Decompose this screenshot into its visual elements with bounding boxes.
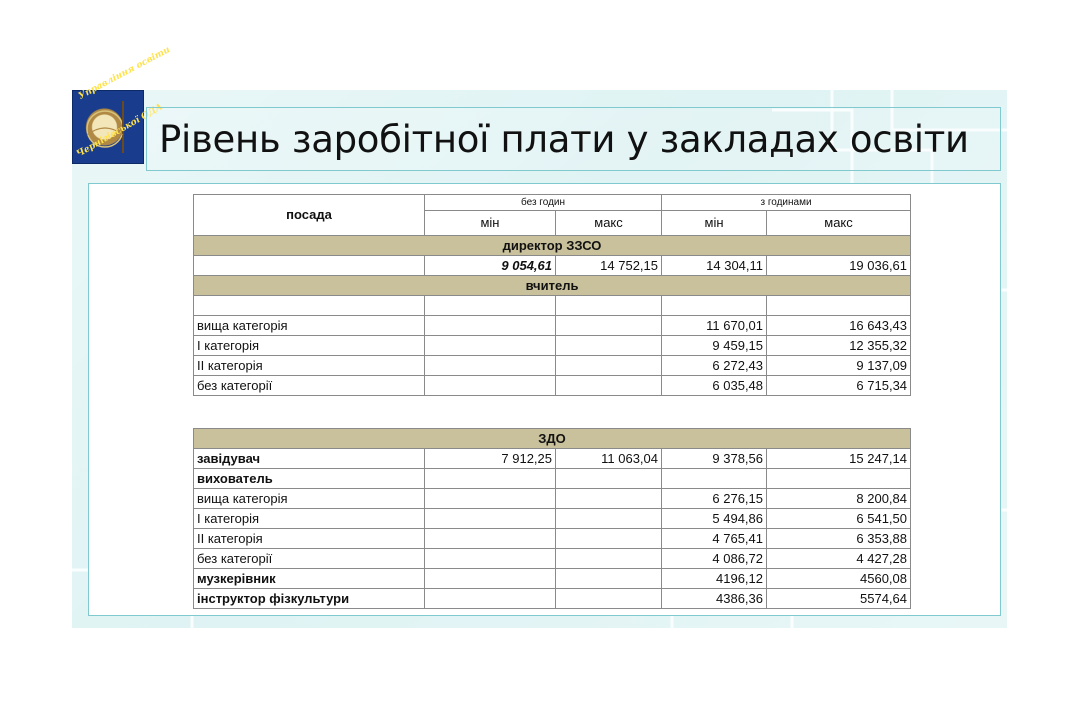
cell-min1 [425,549,556,569]
header-max: макс [767,211,911,236]
cell-min1 [425,469,556,489]
cell-max1 [556,529,662,549]
table-row [194,256,911,276]
cell-max1 [556,569,662,589]
cell-min1: 9 054,61 [425,256,556,276]
section-preschool: ЗДО [194,429,911,449]
header-max: макс [556,211,662,236]
cell-min2: 4386,36 [662,589,767,609]
cell-min2: 6 276,15 [662,489,767,509]
cell-max1 [556,469,662,489]
table-row [194,449,911,469]
cell-min1 [425,589,556,609]
cell-name: музкерівник [194,569,425,589]
cell-max2: 9 137,09 [767,356,911,376]
cell-max2: 5574,64 [767,589,911,609]
cell-min2: 11 670,01 [662,316,767,336]
cell-max2: 12 355,32 [767,336,911,356]
cell-max2: 4560,08 [767,569,911,589]
logo-text-bottom: Чернігівської ОДА [75,102,165,160]
table-row [194,529,911,549]
cell-min2: 4 086,72 [662,549,767,569]
cell-name: завідувач [194,449,425,469]
section-director: директор ЗЗСО [194,236,911,256]
cell-min1 [425,336,556,356]
cell-name: ІІ категорія [194,356,425,376]
cell-name: вихователь [194,469,425,489]
cell-name [194,256,425,276]
cell-min2: 6 035,48 [662,376,767,396]
salary-table-preschools [193,428,911,609]
cell-min2: 4 765,41 [662,529,767,549]
cell-max2 [767,469,911,489]
cell-min2: 4196,12 [662,569,767,589]
cell-name: вища категорія [194,489,425,509]
cell-min2: 9 378,56 [662,449,767,469]
cell-name: інструктор фізкультури [194,589,425,609]
cell-min2 [662,469,767,489]
cell-name: І категорія [194,336,425,356]
cell-max1: 11 063,04 [556,449,662,469]
table-row [194,316,911,336]
logo [72,45,172,164]
cell-min1 [425,316,556,336]
header-min: мін [662,211,767,236]
table-row [194,469,911,489]
cell-max1 [556,376,662,396]
cell-min1 [425,356,556,376]
cell-max2: 6 353,88 [767,529,911,549]
header-position: посада [194,195,425,236]
cell-max2: 15 247,14 [767,449,911,469]
content-area [88,183,1001,616]
table-row [194,336,911,356]
cell-min1 [425,509,556,529]
table-row [194,296,911,316]
table-row [194,356,911,376]
table-row [194,376,911,396]
cell-max2: 6 541,50 [767,509,911,529]
section-teacher: вчитель [194,276,911,296]
table-row [194,509,911,529]
table-row [194,489,911,509]
cell-max1 [556,589,662,609]
cell-max2: 19 036,61 [767,256,911,276]
cell-min1 [425,489,556,509]
cell-min1 [425,569,556,589]
cell-min2: 6 272,43 [662,356,767,376]
cell-min2: 14 304,11 [662,256,767,276]
header-with-hours: з годинами [662,195,911,211]
cell-min2: 5 494,86 [662,509,767,529]
title-box [146,107,1001,171]
cell-min1 [425,529,556,549]
cell-min1: 7 912,25 [425,449,556,469]
header-min: мін [425,211,556,236]
salary-table-schools [193,194,911,396]
table-row [194,549,911,569]
cell-min2: 9 459,15 [662,336,767,356]
cell-max1: 14 752,15 [556,256,662,276]
cell-max2: 4 427,28 [767,549,911,569]
cell-max2: 8 200,84 [767,489,911,509]
cell-name: І категорія [194,509,425,529]
header-without-hours: без годин [425,195,662,211]
cell-max1 [556,509,662,529]
cell-max1 [556,356,662,376]
cell-max2: 6 715,34 [767,376,911,396]
table-row [194,589,911,609]
cell-name: ІІ категорія [194,529,425,549]
table-row [194,569,911,589]
logo-text-top: Управління освіти [77,45,172,102]
cell-name: без категорії [194,549,425,569]
cell-min1 [425,376,556,396]
cell-max1 [556,336,662,356]
page-title: Рівень заробітної плати у закладах освіти [159,118,969,161]
cell-name: вища категорія [194,316,425,336]
cell-max1 [556,549,662,569]
cell-max2: 16 643,43 [767,316,911,336]
cell-name: без категорії [194,376,425,396]
cell-max1 [556,316,662,336]
cell-max1 [556,489,662,509]
